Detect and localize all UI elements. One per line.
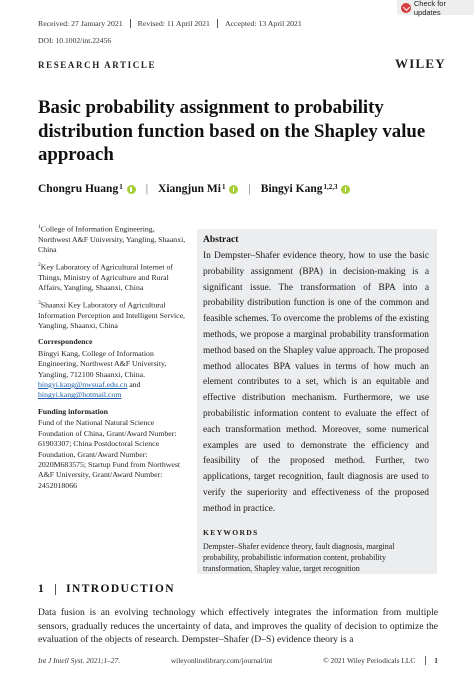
article-header [0,0,474,46]
author-name: Xiangjun Mi [158,183,221,195]
affiliation-sup: 1 [38,224,41,230]
section-heading [38,583,175,595]
intro-paragraph: Data fusion is an evolving technology which effectively integrates the information from multiple sensors, gradually reduces the uncertainty of data, and improves the quality of decision to optimize the evaluation of the objects of research. Dempster–Shafer (D–S) evidence theory is a [38,607,438,646]
author-separator: | [145,183,149,195]
keywords-text: Dempster–Shafer evidence theory, fault diagnosis, marginal probability, probabilistic information content, probability transformation, Shapley value, target recognition [203,541,395,573]
history-dates [38,19,309,28]
author-sup: 1,2,3 [323,183,338,191]
abstract-heading: Abstract [203,235,239,245]
correspondence-text: Bingyi Kang, College of Information Engineering, Northwest A&F University, Yangling, 712100 Shaanxi, China. [38,348,167,379]
author-sup: 1 [221,183,226,191]
affiliation-text: Shaanxi Key Laboratory of Agricultural Information Perception and Intelligent Service, Yangling, Shaanxi, China [38,300,186,331]
section-divider [55,584,56,595]
keywords-heading: KEYWORDS [203,527,259,537]
orcid-icon[interactable] [341,185,350,194]
received-date: Received: 27 January 2021 [38,19,123,28]
funding-heading: Funding information [38,406,108,416]
affiliation-sup: 2 [38,261,41,268]
correspondence-heading: Correspondence [38,337,93,347]
journal-url[interactable]: wileyonlinelibrary.com/journal/int [170,656,273,665]
abstract-panel [197,229,437,574]
publisher-logo: WILEY [395,56,446,71]
author[interactable] [261,183,351,195]
check-for-updates-button[interactable] [397,0,474,15]
orcid-icon[interactable] [229,185,238,194]
author-name: Bingyi Kang [260,183,323,195]
article-title: Basic probability assignment to probability distribution function based on the Shapley value approach [38,97,426,165]
funding-block [38,407,188,491]
affiliation [38,260,188,294]
author-sup: 1 [119,183,123,191]
affiliation-sup: 3 [38,299,41,306]
and-word: and [129,380,141,390]
affiliation-text: Key Laboratory of Agricultural Internet of Things, Ministry of Agriculture and Rural Affairs, Yangling, Shaanxi, China [38,262,174,293]
affiliation [38,222,188,256]
orcid-icon[interactable] [127,185,136,194]
email-link[interactable]: bingyi.kang@hotmail.com [38,390,122,400]
accepted-date: Accepted: 13 April 2021 [217,19,309,28]
email-link[interactable]: bingyi.kang@nwsuaf.edu.cn [38,380,128,390]
author-name: Chongru Huang [38,183,119,195]
author-separator: | [248,183,251,195]
page-footer [38,656,438,665]
article-type: RESEARCH ARTICLE [38,60,157,70]
affiliation-text: College of Information Engineering, Northwest A&F University, Yangling, Shaanxi, China [38,224,186,255]
revised-date: Revised: 11 April 2021 [130,19,217,28]
check-updates-label: Check for updates [413,0,446,17]
doi: DOI: 10.1002/int.22456 [38,36,112,45]
author-list [38,183,350,195]
section-number: 1 [38,583,46,595]
check-updates-icon [401,3,411,13]
abstract-text: In Dempster–Shafer evidence theory, how to use the basic probability assignment (BPA) in decision-making is a significant issue. The transformation of BPA into a probability distribution function is one of the common and feasible schemes. To overcome the problems of the existing methods, we propose a marginal probability transformation method based on the Shapley value approach. The proposed method allocates BPA values in terms of how much an element contributes to a set, which is an equitable and effective distribution mechanism. Furthermore, we use probabilistic information content to evaluate the effect of each transformation method. Moreover, some numerical examples are used to demonstrate the efficiency and feasibility of the proposed method. Further, two applications, target recognition, fault diagnosis are used to verify the superiority and effectiveness of the proposed method in practice. [203,251,429,514]
author[interactable] [38,183,136,195]
journal-citation: Int J Intell Syst. 2021;1–27. [38,656,121,665]
page-number: 1 [425,656,438,665]
section-title: INTRODUCTION [66,583,175,595]
funding-text: Fund of the National Natural Science Foundation of China, Grant/Award Number: 61903307; China Postdoctoral Science Foundation, Grant/Award Number: 2020M683575; Startup Fund from Northwest A&F University, Grant/Award Number: 2452018066 [38,418,181,490]
author[interactable] [158,183,238,195]
sidebar-info [38,222,188,497]
affiliation [38,298,188,332]
correspondence-block [38,337,188,400]
copyright: © 2021 Wiley Periodicals LLC [323,656,416,665]
